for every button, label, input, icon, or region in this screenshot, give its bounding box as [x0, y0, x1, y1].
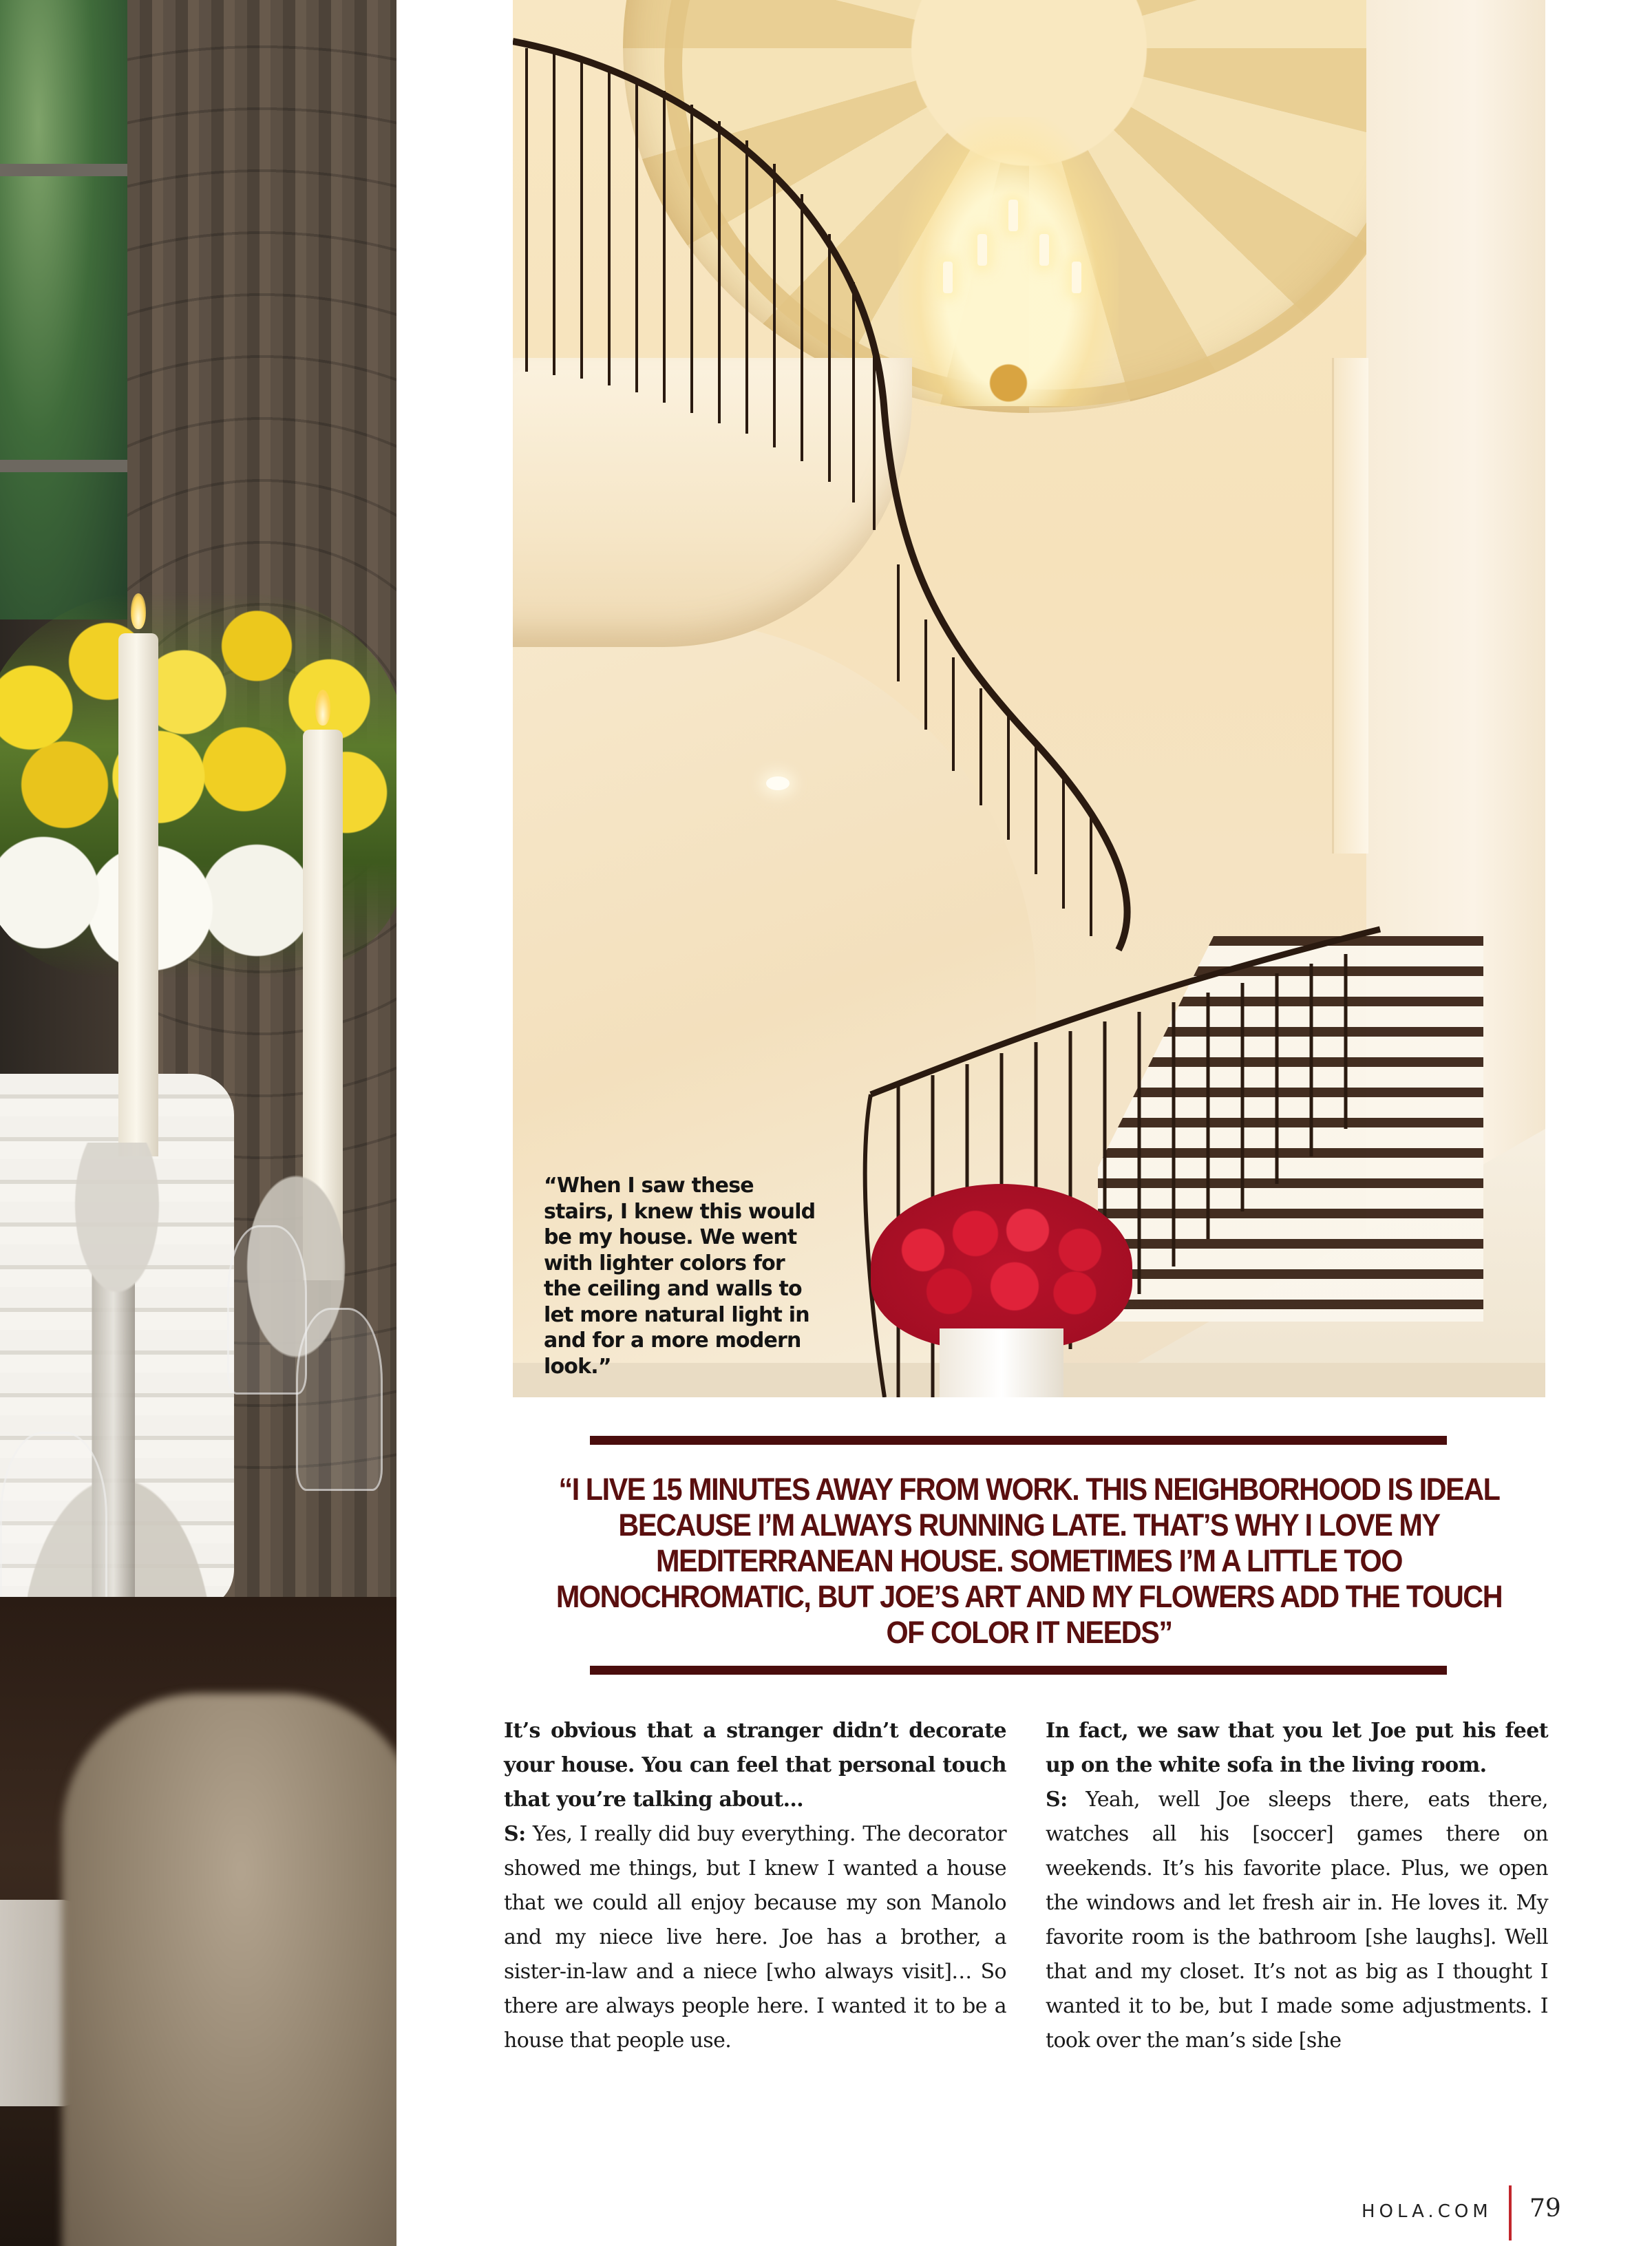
pull-quote: “I LIVE 15 MINUTES AWAY FROM WORK. THIS NEIGHBORHOOD IS IDEAL BECAUSE I’M ALWAYS RUNNING LATE. THAT’S WHY I LOVE MY MEDITERRANEAN HOUSE. SOMETIMES I’M A LITTLE TOO MONOCHROMATIC, BUT JOE’S ART AND MY FLOWERS ADD THE TOUCH OF COLOR IT NEEDS”	[555, 1472, 1503, 1650]
article-column-right	[1046, 1714, 1548, 2058]
interview-answer: Yes, I really did buy everything. The decorator showed me things, but I knew I wanted a house that we could all enjoy because my son Manolo and my niece live here. Joe has a brother, a sister-in-law and a niece [who always visit]… So there are always people here. I wanted it to be a house that people use.	[504, 1822, 1006, 2053]
dining-table-photo	[0, 0, 396, 2246]
wine-glass	[227, 1225, 307, 1395]
speaker-label: S:	[1046, 1788, 1068, 1812]
upholstered-chair	[62, 1693, 396, 2246]
window-mullion	[0, 164, 127, 176]
photo-caption: “When I saw these stairs, I knew this would be my house. We went with lighter colors for the ceiling and walls to let more natural light in and for a more modern look.”	[544, 1174, 816, 1379]
footer-site-name: HOLA.COM	[1362, 2201, 1492, 2222]
footer-divider	[1509, 2185, 1512, 2240]
window-greenery	[0, 0, 127, 619]
interview-question: In fact, we saw that you let Joe put his feet up on the white sofa in the living room.	[1046, 1719, 1548, 1777]
page-number: 79	[1529, 2194, 1561, 2223]
quote-rule-top	[590, 1436, 1447, 1445]
candle-flame	[131, 593, 146, 629]
interview-question: It’s obvious that a stranger didn’t decorate your house. You can feel that personal touch that you’re talking about…	[504, 1719, 1006, 1812]
candle	[118, 633, 158, 1156]
interview-answer: Yeah, well Joe sleeps there, eats there, watches all his [soccer] games there on weekends. It’s his favorite place. Plus, we open the windows and let fresh air in. He loves it. My favorite room is the bathroom [she laughs]. Well that and my closet. It’s not as big as I thought I wanted it to be, but I made some adjustments. I took over the man’s side [she	[1046, 1788, 1548, 2053]
speaker-label: S:	[504, 1822, 526, 1846]
window-mullion	[0, 460, 127, 472]
article-column-left	[504, 1714, 1006, 2058]
candle-flame	[315, 690, 330, 725]
rose-vase	[940, 1328, 1063, 1397]
quote-rule-bottom	[590, 1666, 1447, 1675]
red-rose-bouquet	[871, 1184, 1132, 1349]
wine-glass	[296, 1308, 383, 1491]
